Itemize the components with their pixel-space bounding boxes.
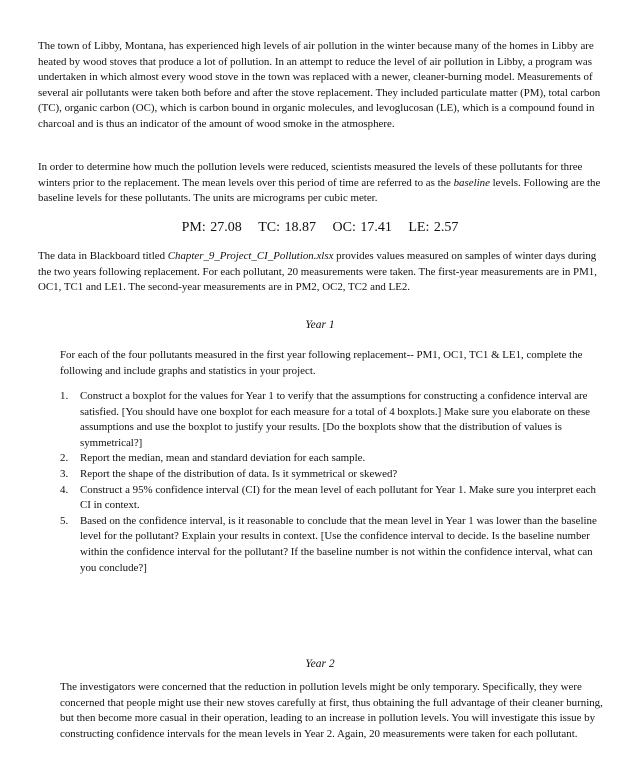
baseline-text-a: In order to determine how much the pollution levels were reduced, scientists measured the levels of these pollutants for three winters prior to the replacement. The mean levels over this period of time are referred to as the: [38, 161, 583, 189]
task-text: Report the shape of the distribution of data. Is it symmetrical or skewed?: [80, 467, 398, 480]
task-text: Construct a 95% confidence interval (CI) for the mean level of each pollutant for Year 1. Make sure you interpret each CI in context.: [80, 483, 596, 512]
data-note-paragraph: [38, 249, 606, 296]
baseline-values: [0, 219, 640, 237]
data-note-a: The data in Blackboard titled: [38, 250, 168, 262]
data-note-b: provides values measured on samples of winter days during the two years following replacement. For each pollutant, 20 measurements were taken. The first-year measurements are in PM1, OC1, TC1 and LE1. The second-year measurements are in PM2, OC2, TC2 and LE2.: [38, 250, 597, 294]
year1-task-list: [60, 389, 608, 576]
year1-heading: Year 1: [305, 319, 335, 331]
year2-heading: Year 2: [305, 658, 335, 670]
task-item: [60, 389, 608, 451]
year1-instructions: For each of the four pollutants measured in the first year following replacement-- PM1, OC1, TC1 & LE1, complete the following and include graphs and statistics in your project.: [60, 349, 583, 377]
baseline-pm: PM: 27.08: [181, 220, 242, 235]
task-text: Construct a boxplot for the values for Year 1 to verify that the assumptions for constructing a confidence interval are satisfied. [You should have one boxplot for each measure for a total of 4 boxplots.] Make sure you elaborate on these assumptions and use the boxplot to justify your results. [Do the boxplots show that the distribution of values is symmetrical?]: [80, 390, 591, 449]
baseline-le: LE: 2.57: [408, 220, 459, 235]
baseline-oc: OC: 17.41: [332, 220, 392, 235]
task-item: [60, 514, 608, 576]
data-file-name: Chapter_9_Project_CI_Pollution.xlsx: [167, 250, 334, 262]
task-number: 1.: [60, 390, 69, 402]
task-item: [60, 467, 608, 483]
task-text: Report the median, mean and standard deviation for each sample.: [80, 452, 366, 465]
task-number: 2.: [60, 452, 69, 465]
baseline-tc: TC: 18.87: [258, 220, 317, 235]
task-item: [60, 483, 608, 514]
intro-paragraph: The town of Libby, Montana, has experienced high levels of air pollution in the winter because many of the homes in Libby are heated by wood stoves that produce a lot of pollution. In an attempt to reduce the level of air pollution in Libby, a program was undertaken in which almost every wood stove in the town was replaced with a newer, cleaner-burning model. Measurements of several air pollutants were taken both before and after the stove replacement. They included particulate matter (PM), total carbon (TC), organic carbon (OC), which is carbon bound in organic molecules, and levoglucosan (LE), which is a compound found in charcoal and is thus an indicator of the amount of wood smoke in the atmosphere.: [38, 40, 601, 130]
task-text: Based on the confidence interval, is it reasonable to conclude that the mean level in Year 1 was lower than the baseline level for the pollutant? Explain your results in context. [Use the confidence interval to decide. Is the baseline number within the confidence interval for the pollutant? If the baseline number is not within the confidence interval, what can you conclude?]: [80, 514, 597, 574]
year2-paragraph: The investigators were concerned that the reduction in pollution levels might be only temporary. Specifically, they were concerned that people might use their new stoves carefully at first, thus obtaining the full advantage of their cleaner burning, but then become more casual in their operation, leading to an increase in pollution levels. You will investigate this issue by constructing confidence intervals for the mean levels in Year 2. Again, 20 measurements were taken for each pollutant.: [60, 681, 603, 740]
baseline-paragraph: [38, 160, 606, 207]
task-item: [60, 451, 608, 467]
baseline-text-b: levels. Following are the baseline levels for these pollutants. The units are micrograms per cubic meter.: [38, 176, 601, 205]
task-number: 4.: [60, 483, 69, 496]
task-number: 3.: [60, 467, 69, 480]
task-number: 5.: [60, 514, 69, 527]
baseline-emphasis: baseline: [453, 176, 490, 189]
